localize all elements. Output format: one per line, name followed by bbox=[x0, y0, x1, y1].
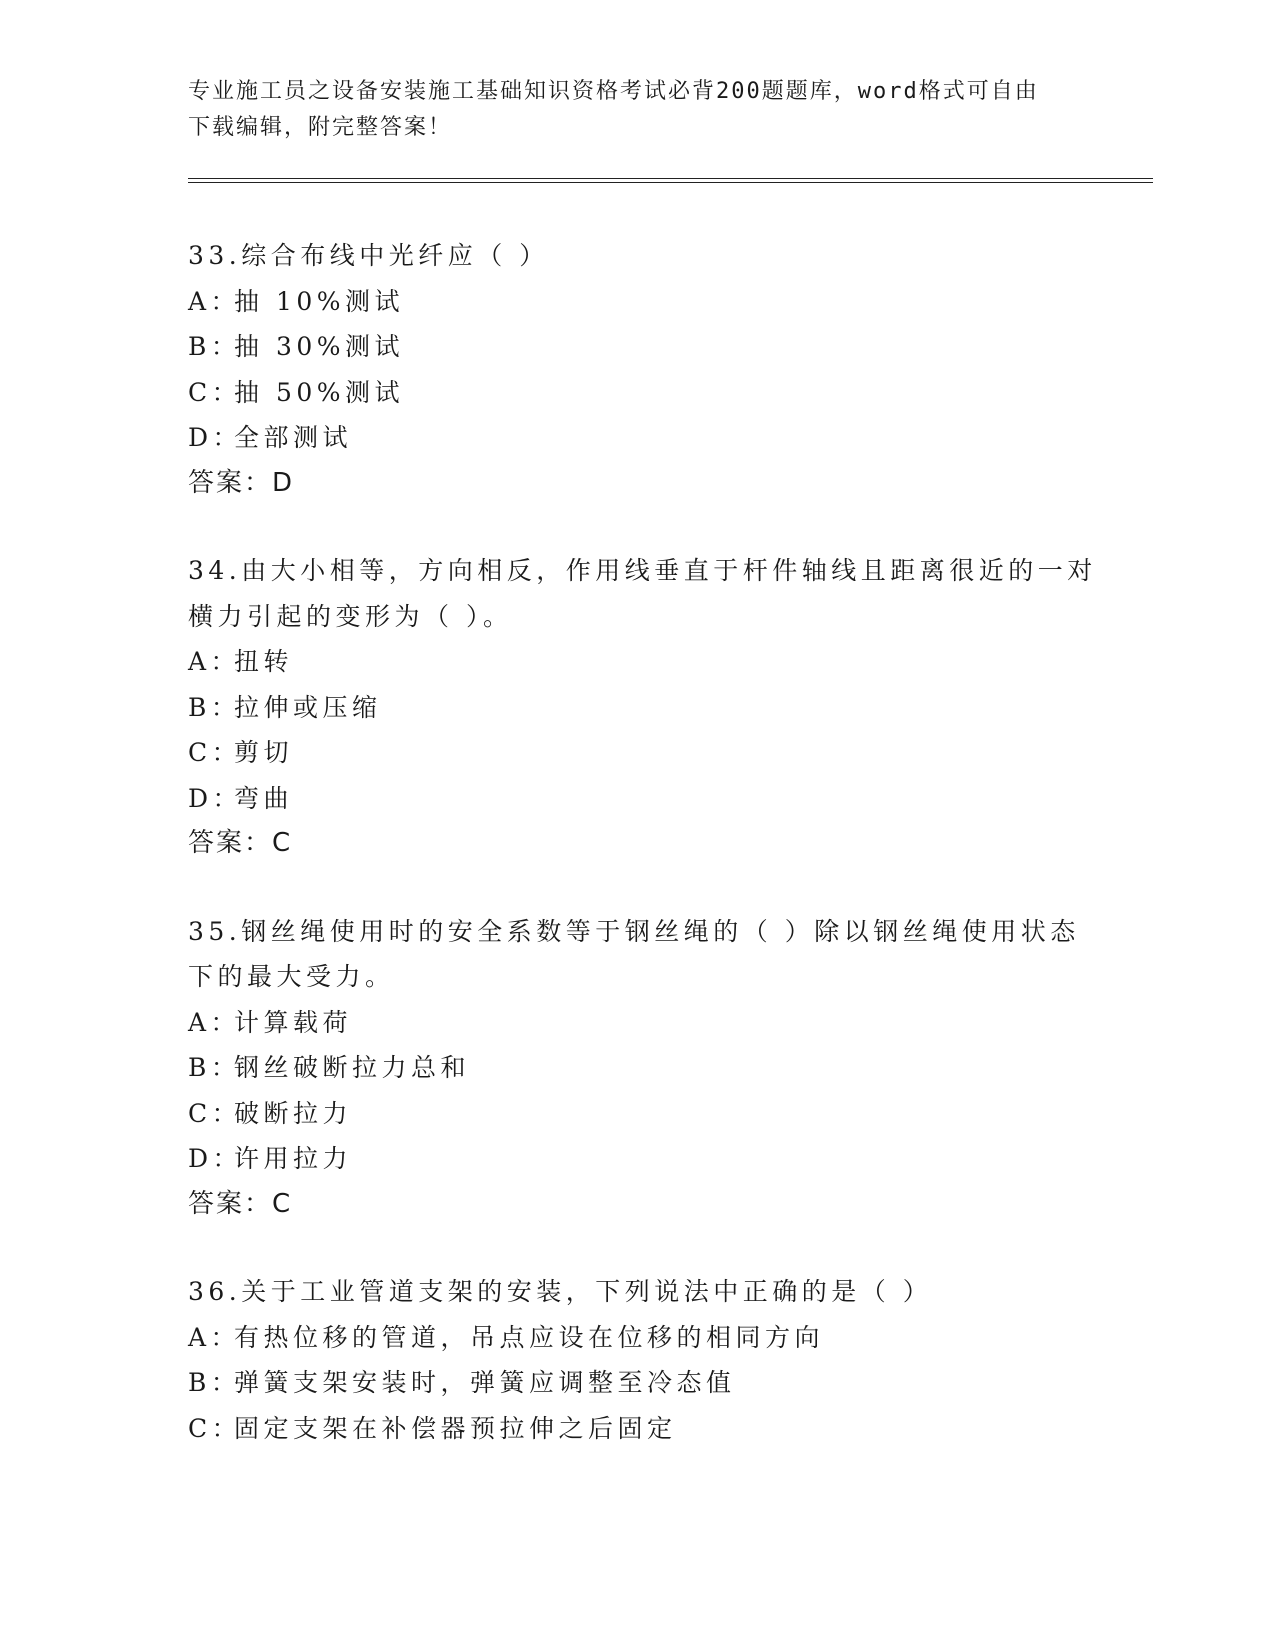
option-text: 固定支架在补偿器预拉伸之后固定 bbox=[234, 1413, 677, 1443]
option-letter: B： bbox=[188, 1053, 241, 1082]
option-text: 弯曲 bbox=[234, 783, 294, 813]
question-stem: 33.综合布线中光纤应（ ） bbox=[188, 241, 549, 270]
option-row bbox=[188, 1315, 1088, 1361]
answer-line: 答案：C bbox=[188, 1188, 293, 1219]
option-row bbox=[188, 639, 1088, 685]
option-letter: D： bbox=[188, 1144, 243, 1173]
header-divider-top bbox=[188, 178, 1153, 179]
option-letter: C： bbox=[188, 1413, 242, 1443]
option-row bbox=[188, 415, 1088, 461]
document-header bbox=[188, 74, 1088, 146]
option-letter: D： bbox=[188, 783, 243, 813]
question-stem-continuation: 横力引起的变形为（ ）。 bbox=[188, 601, 513, 631]
option-letter: D： bbox=[188, 423, 243, 452]
option-text: 拉伸或压缩 bbox=[234, 692, 382, 722]
option-row bbox=[188, 1406, 1088, 1452]
option-letter: B： bbox=[188, 332, 241, 361]
option-text: 抽 30%测试 bbox=[234, 332, 405, 361]
option-letter: A： bbox=[188, 647, 241, 676]
option-text: 破断拉力 bbox=[234, 1098, 353, 1128]
question-item bbox=[188, 233, 1088, 506]
option-text: 弹簧支架安装时，弹簧应调整至冷态值 bbox=[234, 1368, 736, 1397]
option-row bbox=[188, 279, 1088, 325]
option-text: 计算载荷 bbox=[234, 1007, 353, 1037]
question-stem: 34.由大小相等，方向相反，作用线垂直于杆件轴线且距离很近的一对 bbox=[188, 556, 1097, 585]
option-letter: C： bbox=[188, 738, 242, 767]
option-text: 抽 10%测试 bbox=[234, 286, 405, 316]
question-list bbox=[188, 233, 1097, 1493]
option-row bbox=[188, 1045, 1088, 1091]
option-text: 许用拉力 bbox=[234, 1144, 353, 1173]
option-row bbox=[188, 370, 1088, 416]
question-stem: 36.关于工业管道支架的安装，下列说法中正确的是（ ） bbox=[188, 1277, 933, 1306]
option-text: 钢丝破断拉力总和 bbox=[234, 1053, 471, 1082]
option-letter: A： bbox=[188, 1007, 241, 1037]
option-letter: B： bbox=[188, 1368, 241, 1397]
option-row bbox=[188, 776, 1088, 822]
option-letter: A： bbox=[188, 1322, 241, 1352]
option-row bbox=[188, 1091, 1088, 1137]
option-row bbox=[188, 324, 1088, 370]
option-text: 剪切 bbox=[234, 738, 294, 767]
question-item bbox=[188, 548, 1097, 867]
question-stem-continuation: 下的最大受力。 bbox=[188, 962, 395, 991]
header-divider-bottom bbox=[188, 182, 1153, 183]
option-letter: A： bbox=[188, 286, 241, 316]
option-letter: B： bbox=[188, 692, 241, 722]
question-stem: 35.钢丝绳使用时的安全系数等于钢丝绳的（ ）除以钢丝绳使用状态 bbox=[188, 916, 1080, 946]
option-row bbox=[188, 685, 1088, 731]
answer-line: 答案：D bbox=[188, 467, 295, 498]
header-line-2: 下载编辑，附完整答案！ bbox=[188, 115, 453, 140]
header-line-1: 专业施工员之设备安装施工基础知识资格考试必背200题题库，word格式可自由 bbox=[188, 79, 1039, 104]
option-row bbox=[188, 1136, 1088, 1182]
question-item bbox=[188, 1269, 1088, 1451]
option-text: 抽 50%测试 bbox=[234, 377, 405, 407]
option-text: 有热位移的管道，吊点应设在位移的相同方向 bbox=[234, 1322, 825, 1352]
option-text: 扭转 bbox=[234, 647, 294, 676]
option-row bbox=[188, 1360, 1088, 1406]
option-letter: C： bbox=[188, 377, 242, 407]
answer-line: 答案：C bbox=[188, 828, 293, 858]
option-letter: C： bbox=[188, 1098, 242, 1128]
option-row bbox=[188, 730, 1088, 776]
question-item bbox=[188, 909, 1088, 1228]
option-text: 全部测试 bbox=[234, 423, 353, 452]
option-row bbox=[188, 1000, 1088, 1046]
